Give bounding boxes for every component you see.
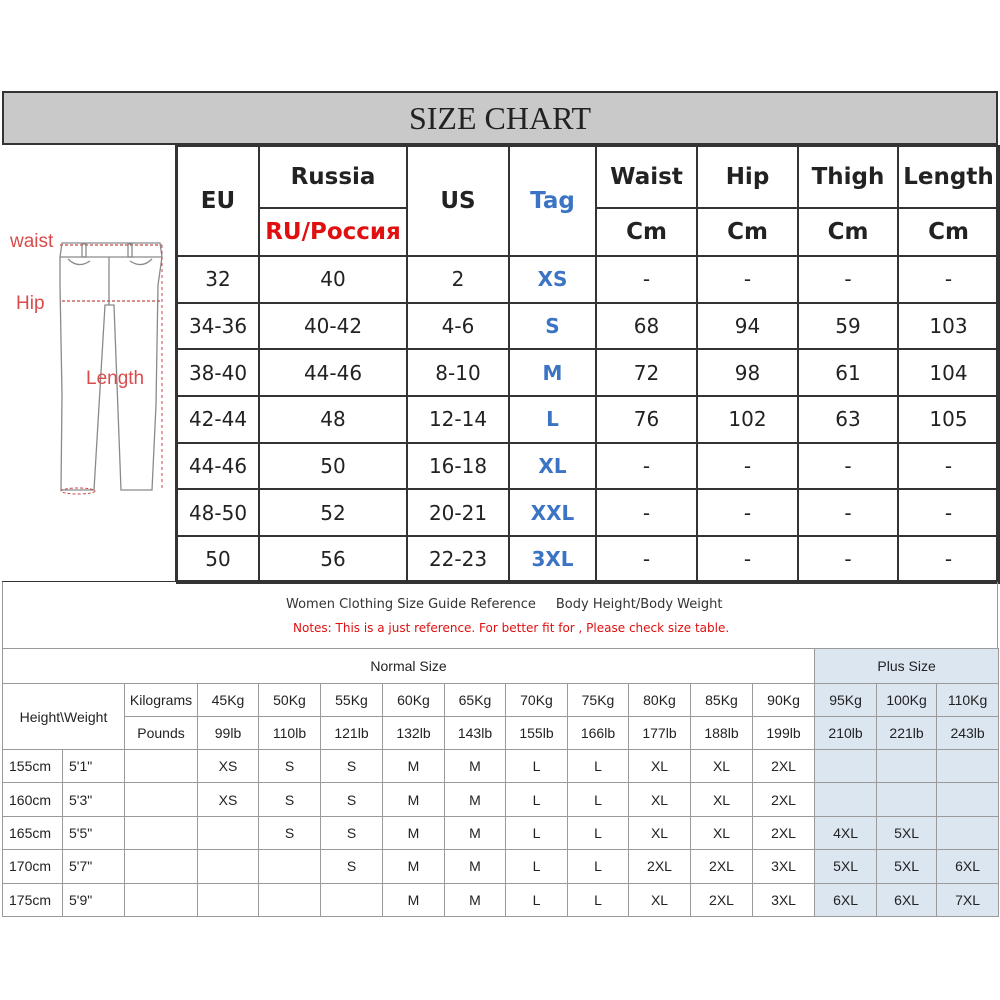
pants-diagram bbox=[2, 145, 173, 581]
guide-size-cell bbox=[321, 883, 383, 916]
guide-size-cell: S bbox=[259, 750, 321, 783]
guide-size-cell: 5XL bbox=[877, 816, 937, 849]
size-cell-length: - bbox=[898, 489, 999, 536]
guide-size-cell: 2XL bbox=[629, 850, 691, 883]
height-ft-cell: 5'9" bbox=[63, 883, 125, 916]
weight-lb-cell: 132lb bbox=[383, 717, 445, 750]
reference-title: Women Clothing Size Guide Reference bbox=[286, 597, 536, 612]
size-cell-waist: - bbox=[596, 536, 697, 583]
height-ft-cell: 5'1" bbox=[63, 750, 125, 783]
weight-kg-cell: 95Kg bbox=[815, 684, 877, 717]
guide-row bbox=[3, 816, 999, 849]
guide-size-cell: L bbox=[506, 783, 568, 816]
guide-size-cell: L bbox=[506, 883, 568, 916]
size-cell-waist: - bbox=[596, 443, 697, 490]
size-cell-us: 8-10 bbox=[407, 349, 509, 396]
guide-size-cell: XL bbox=[691, 750, 753, 783]
height-cm-cell: 155cm bbox=[3, 750, 63, 783]
guide-size-cell: L bbox=[506, 850, 568, 883]
guide-size-cell: M bbox=[383, 850, 445, 883]
guide-size-cell: M bbox=[445, 816, 506, 849]
size-row bbox=[177, 256, 999, 303]
weight-lb-cell: 121lb bbox=[321, 717, 383, 750]
length-label: Length bbox=[86, 368, 145, 389]
weight-lb-cell: 166lb bbox=[568, 717, 629, 750]
weight-lb-cell: 143lb bbox=[445, 717, 506, 750]
weight-kg-cell: 65Kg bbox=[445, 684, 506, 717]
size-cell-tag: XL bbox=[509, 443, 596, 490]
size-cell-length: 103 bbox=[898, 303, 999, 350]
guide-size-cell: XL bbox=[691, 783, 753, 816]
size-cell-ru: 40 bbox=[259, 256, 407, 303]
size-cell-ru: 50 bbox=[259, 443, 407, 490]
size-cell-us: 16-18 bbox=[407, 443, 509, 490]
weight-kg-cell: 70Kg bbox=[506, 684, 568, 717]
size-cell-hip: - bbox=[697, 536, 798, 583]
size-cell-tag: M bbox=[509, 349, 596, 396]
guide-size-cell bbox=[259, 850, 321, 883]
hip-label: Hip bbox=[16, 293, 45, 314]
guide-size-cell: 4XL bbox=[815, 816, 877, 849]
leg-opening-mark bbox=[61, 488, 95, 494]
header-waist: Waist bbox=[596, 146, 697, 208]
weight-lb-cell: 210lb bbox=[815, 717, 877, 750]
size-chart-title: SIZE CHART bbox=[2, 91, 998, 145]
size-cell-ru: 44-46 bbox=[259, 349, 407, 396]
size-table bbox=[176, 145, 1000, 584]
guide-size-cell: S bbox=[321, 816, 383, 849]
guide-size-cell: M bbox=[445, 783, 506, 816]
guide-size-cell: XS bbox=[198, 750, 259, 783]
height-ft-cell: 5'5" bbox=[63, 816, 125, 849]
weight-lb-cell: 243lb bbox=[937, 717, 999, 750]
guide-size-cell: 3XL bbox=[753, 883, 815, 916]
size-cell-ru: 40-42 bbox=[259, 303, 407, 350]
size-cell-tag: S bbox=[509, 303, 596, 350]
reference-subtitle: Body Height/Body Weight bbox=[555, 597, 723, 612]
guide-body bbox=[3, 750, 999, 917]
guide-size-cell bbox=[815, 783, 877, 816]
guide-row bbox=[3, 750, 999, 783]
header-ru-label: RU/Россия bbox=[259, 208, 407, 256]
size-cell-us: 4-6 bbox=[407, 303, 509, 350]
size-cell-ru: 48 bbox=[259, 396, 407, 443]
size-cell-waist: 76 bbox=[596, 396, 697, 443]
size-cell-waist: - bbox=[596, 489, 697, 536]
size-table-body bbox=[177, 256, 999, 583]
size-row bbox=[177, 443, 999, 490]
guide-size-cell: 6XL bbox=[815, 883, 877, 916]
normal-size-header: Normal Size bbox=[3, 649, 815, 684]
guide-size-cell: M bbox=[383, 883, 445, 916]
guide-size-cell bbox=[259, 883, 321, 916]
size-cell-tag: L bbox=[509, 396, 596, 443]
weight-kg-cell: 85Kg bbox=[691, 684, 753, 717]
size-cell-tag: 3XL bbox=[509, 536, 596, 583]
guide-size-cell: L bbox=[568, 783, 629, 816]
guide-size-cell: 5XL bbox=[815, 850, 877, 883]
size-cell-hip: - bbox=[697, 489, 798, 536]
size-cell-eu: 32 bbox=[177, 256, 259, 303]
size-cell-eu: 38-40 bbox=[177, 349, 259, 396]
weight-lb-cell: 99lb bbox=[198, 717, 259, 750]
guide-size-cell: L bbox=[568, 750, 629, 783]
size-cell-us: 22-23 bbox=[407, 536, 509, 583]
size-cell-thigh: - bbox=[798, 489, 898, 536]
weight-kg-cell: 50Kg bbox=[259, 684, 321, 717]
header-unit-thigh: Cm bbox=[798, 208, 898, 256]
size-cell-thigh: 61 bbox=[798, 349, 898, 396]
guide-size-cell: L bbox=[568, 816, 629, 849]
guide-spacer-cell bbox=[125, 816, 198, 849]
weight-kg-cell: 75Kg bbox=[568, 684, 629, 717]
size-cell-thigh: - bbox=[798, 443, 898, 490]
kilograms-label: Kilograms bbox=[125, 684, 198, 717]
weight-lb-cell: 155lb bbox=[506, 717, 568, 750]
guide-size-cell: XL bbox=[629, 783, 691, 816]
guide-size-cell: M bbox=[445, 850, 506, 883]
guide-row bbox=[3, 850, 999, 883]
weight-kg-cell: 80Kg bbox=[629, 684, 691, 717]
pants-outline bbox=[60, 243, 162, 490]
guide-size-cell: L bbox=[506, 816, 568, 849]
header-hip: Hip bbox=[697, 146, 798, 208]
size-cell-length: - bbox=[898, 536, 999, 583]
reference-heading bbox=[2, 582, 998, 648]
header-tag: Tag bbox=[509, 146, 596, 256]
size-cell-eu: 50 bbox=[177, 536, 259, 583]
header-thigh: Thigh bbox=[798, 146, 898, 208]
guide-size-cell: S bbox=[321, 750, 383, 783]
guide-size-cell: M bbox=[445, 883, 506, 916]
header-unit-waist: Cm bbox=[596, 208, 697, 256]
guide-size-cell: S bbox=[259, 816, 321, 849]
guide-size-cell: 6XL bbox=[937, 850, 999, 883]
size-cell-hip: 94 bbox=[697, 303, 798, 350]
height-cm-cell: 170cm bbox=[3, 850, 63, 883]
guide-spacer-cell bbox=[125, 850, 198, 883]
weight-lb-cell: 199lb bbox=[753, 717, 815, 750]
size-cell-thigh: - bbox=[798, 256, 898, 303]
guide-size-cell: M bbox=[383, 750, 445, 783]
guide-size-cell: L bbox=[568, 850, 629, 883]
size-row bbox=[177, 303, 999, 350]
size-cell-us: 20-21 bbox=[407, 489, 509, 536]
guide-size-cell: L bbox=[568, 883, 629, 916]
size-cell-us: 12-14 bbox=[407, 396, 509, 443]
weight-kg-cell: 45Kg bbox=[198, 684, 259, 717]
height-cm-cell: 160cm bbox=[3, 783, 63, 816]
waist-label: waist bbox=[10, 231, 54, 252]
guide-size-cell: S bbox=[321, 783, 383, 816]
pounds-label: Pounds bbox=[125, 717, 198, 750]
height-cm-cell: 165cm bbox=[3, 816, 63, 849]
size-cell-length: 105 bbox=[898, 396, 999, 443]
size-cell-waist: 72 bbox=[596, 349, 697, 396]
guide-size-cell bbox=[937, 816, 999, 849]
header-us: US bbox=[407, 146, 509, 256]
header-russia: Russia bbox=[259, 146, 407, 208]
height-ft-cell: 5'7" bbox=[63, 850, 125, 883]
guide-row bbox=[3, 883, 999, 916]
size-row bbox=[177, 489, 999, 536]
guide-size-cell bbox=[877, 750, 937, 783]
size-cell-hip: 102 bbox=[697, 396, 798, 443]
height-ft-cell: 5'3" bbox=[63, 783, 125, 816]
guide-size-cell: 7XL bbox=[937, 883, 999, 916]
guide-size-cell: 2XL bbox=[753, 750, 815, 783]
size-cell-ru: 52 bbox=[259, 489, 407, 536]
size-row bbox=[177, 349, 999, 396]
size-cell-us: 2 bbox=[407, 256, 509, 303]
guide-size-cell bbox=[937, 750, 999, 783]
size-cell-tag: XS bbox=[509, 256, 596, 303]
guide-size-cell: M bbox=[383, 783, 445, 816]
weight-lb-cell: 188lb bbox=[691, 717, 753, 750]
weight-lb-cell: 221lb bbox=[877, 717, 937, 750]
guide-size-cell: L bbox=[506, 750, 568, 783]
size-cell-ru: 56 bbox=[259, 536, 407, 583]
guide-size-cell bbox=[877, 783, 937, 816]
weight-kg-cell: 110Kg bbox=[937, 684, 999, 717]
header-length: Length bbox=[898, 146, 999, 208]
size-cell-length: - bbox=[898, 443, 999, 490]
guide-size-cell: 6XL bbox=[877, 883, 937, 916]
guide-size-cell: XL bbox=[629, 883, 691, 916]
size-cell-length: 104 bbox=[898, 349, 999, 396]
size-cell-thigh: 63 bbox=[798, 396, 898, 443]
guide-size-cell: 3XL bbox=[753, 850, 815, 883]
guide-size-cell: 5XL bbox=[877, 850, 937, 883]
size-cell-thigh: - bbox=[798, 536, 898, 583]
size-cell-length: - bbox=[898, 256, 999, 303]
guide-size-cell bbox=[815, 750, 877, 783]
size-cell-hip: - bbox=[697, 256, 798, 303]
header-unit-hip: Cm bbox=[697, 208, 798, 256]
size-cell-thigh: 59 bbox=[798, 303, 898, 350]
weight-lb-cell: 177lb bbox=[629, 717, 691, 750]
guide-size-cell: S bbox=[321, 850, 383, 883]
guide-spacer-cell bbox=[125, 783, 198, 816]
guide-size-cell: M bbox=[445, 750, 506, 783]
guide-size-cell: XS bbox=[198, 783, 259, 816]
guide-size-cell: S bbox=[259, 783, 321, 816]
height-weight-header: Height\Weight bbox=[3, 684, 125, 750]
guide-size-cell bbox=[198, 883, 259, 916]
size-cell-hip: 98 bbox=[697, 349, 798, 396]
guide-size-cell: XL bbox=[629, 750, 691, 783]
guide-size-cell: 2XL bbox=[691, 883, 753, 916]
weight-lb-cell: 110lb bbox=[259, 717, 321, 750]
guide-size-cell: 2XL bbox=[753, 783, 815, 816]
size-cell-tag: XXL bbox=[509, 489, 596, 536]
guide-spacer-cell bbox=[125, 750, 198, 783]
guide-size-cell: M bbox=[383, 816, 445, 849]
guide-row bbox=[3, 783, 999, 816]
header-eu: EU bbox=[177, 146, 259, 256]
weight-kg-cell: 100Kg bbox=[877, 684, 937, 717]
guide-size-cell: XL bbox=[629, 816, 691, 849]
plus-size-header: Plus Size bbox=[815, 649, 999, 684]
guide-size-cell bbox=[198, 816, 259, 849]
guide-spacer-cell bbox=[125, 883, 198, 916]
size-cell-eu: 34-36 bbox=[177, 303, 259, 350]
reference-notes: Notes: This is a just reference. For better fit for , Please check size table. bbox=[293, 621, 730, 635]
size-cell-waist: - bbox=[596, 256, 697, 303]
size-row bbox=[177, 396, 999, 443]
weight-kg-cell: 90Kg bbox=[753, 684, 815, 717]
height-cm-cell: 175cm bbox=[3, 883, 63, 916]
weight-kg-cell: 60Kg bbox=[383, 684, 445, 717]
header-unit-length: Cm bbox=[898, 208, 999, 256]
pants-diagram-panel bbox=[2, 145, 177, 581]
size-row bbox=[177, 536, 999, 583]
guide-size-cell bbox=[198, 850, 259, 883]
guide-size-cell: 2XL bbox=[691, 850, 753, 883]
height-weight-guide bbox=[2, 648, 999, 917]
size-cell-eu: 42-44 bbox=[177, 396, 259, 443]
weight-kg-cell: 55Kg bbox=[321, 684, 383, 717]
size-cell-eu: 48-50 bbox=[177, 489, 259, 536]
guide-size-cell bbox=[937, 783, 999, 816]
guide-size-cell: 2XL bbox=[753, 816, 815, 849]
size-cell-waist: 68 bbox=[596, 303, 697, 350]
size-cell-eu: 44-46 bbox=[177, 443, 259, 490]
size-cell-hip: - bbox=[697, 443, 798, 490]
guide-size-cell: XL bbox=[691, 816, 753, 849]
